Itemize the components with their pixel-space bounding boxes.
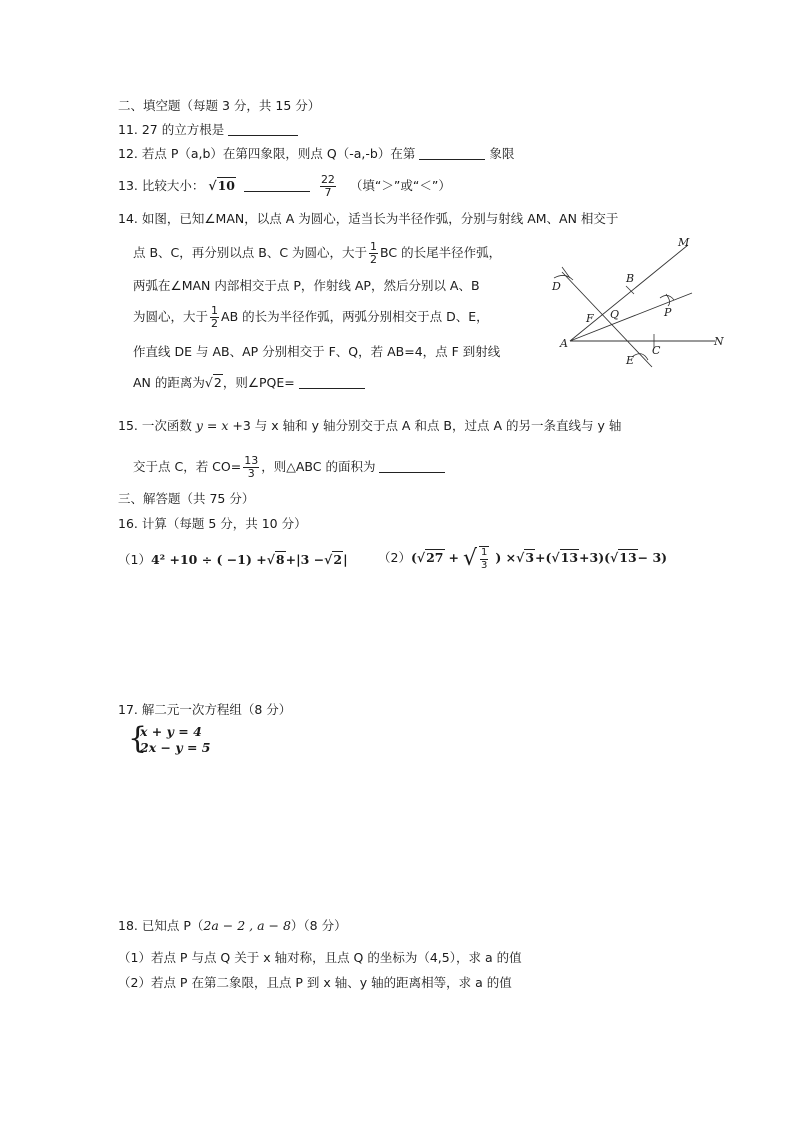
- label-c: C: [652, 344, 661, 357]
- question-12-text: 12. 若点 P（a,b）在第四象限，则点 Q（-a,-b）在第: [118, 146, 416, 161]
- sqrt-8: √8: [266, 552, 285, 567]
- answer-blank-14[interactable]: [299, 376, 365, 389]
- question-14-line-5: 作直线 DE 与 AB、AP 分别相交于 F、Q，若 AB=4，点 F 到射线: [133, 344, 501, 359]
- question-14-line-6: AN 的距离为√2，则∠PQE=: [133, 375, 369, 391]
- sqrt-2: √2: [204, 375, 222, 390]
- question-18-title: 18. 已知点 P（2a − 2 , a − 8）（8 分）: [118, 918, 347, 933]
- label-p: P: [664, 306, 672, 319]
- section-2-heading: 二、填空题（每题 3 分，共 15 分）: [118, 98, 321, 113]
- sqrt-10: √10: [208, 178, 235, 193]
- question-15-line-2: 交于点 C，若 CO= $\frac{13}{3}$ ，则△ABC 的面积为: [133, 452, 449, 482]
- equation-system-brace: {: [128, 721, 148, 756]
- fraction-one-half: $\frac{1}{2}$: [370, 240, 378, 266]
- fraction-22-7: $\frac{22}{7}$: [320, 173, 335, 199]
- question-11-text: 11. 27 的立方根是: [118, 122, 225, 137]
- fraction-one-half-2: $\frac{1}{2}$: [211, 304, 219, 330]
- sqrt-3: √3: [516, 550, 535, 565]
- equation-y-eq-x: y = x: [195, 418, 229, 433]
- label-e: E: [626, 354, 635, 367]
- answer-blank-13[interactable]: [244, 179, 310, 192]
- question-12: [118, 146, 514, 162]
- question-17-title: 17. 解二元一次方程组（8 分）: [118, 702, 292, 717]
- question-18-part-1: （1）若点 P 与点 Q 关于 x 轴对称，且点 Q 的坐标为（4,5），求 a 的值: [118, 950, 522, 965]
- equation-2: 2x − y = 5: [140, 740, 211, 755]
- answer-blank-12[interactable]: [419, 147, 485, 160]
- question-13: [118, 174, 451, 199]
- label-b: B: [626, 272, 635, 285]
- line-de: [562, 272, 652, 367]
- equation-1: x + y = 4: [140, 724, 202, 739]
- sqrt-one-third: √ $\frac{1}{3}$: [462, 545, 488, 571]
- question-16-part-2: （2）(√27 + √ $\frac{1}{3}$ ) ×√3+(√13+3)(√13− 3): [378, 540, 667, 577]
- label-m: M: [678, 236, 690, 249]
- point-p-coordinates: 2a − 2 , a − 8: [203, 918, 291, 933]
- answer-blank-15[interactable]: [379, 460, 445, 473]
- sqrt-13-a: √13: [551, 550, 579, 565]
- sqrt-13-b: √13: [610, 550, 637, 565]
- label-f: F: [586, 312, 594, 325]
- label-n: N: [714, 335, 724, 348]
- question-18-part-2: （2）若点 P 在第二象限，且点 P 到 x 轴、y 轴的距离相等，求 a 的值: [118, 975, 512, 990]
- question-14-line-1: 14. 如图，已知∠MAN，以点 A 为圆心，适当长为半径作弧，分别与射线 AM、AN 相交于: [118, 211, 619, 226]
- question-16-part-1: （1）4² +10 ÷ ( −1) +√8+|3 −√2|: [118, 548, 348, 572]
- question-14-line-4: 为圆心，大于 $\frac{1}{2}$ AB 的长为半径作弧，两弧分别相交于点 D、E，: [133, 304, 489, 330]
- label-q: Q: [610, 308, 620, 321]
- question-15-line-1: 15. 一次函数 y = x +3 与 x 轴和 y 轴分别交于点 A 和点 B，过点 A 的另一条直线与 y 轴: [118, 418, 622, 433]
- sqrt-27: √27: [416, 550, 444, 565]
- question-12-tail: 象限: [489, 146, 515, 161]
- angle-construction-figure: [540, 232, 740, 372]
- question-14-line-2: 点 B、C，再分别以点 B、C 为圆心，大于 $\frac{1}{2}$ BC 的长尾半径作弧，: [133, 240, 502, 266]
- answer-blank-11[interactable]: [228, 123, 298, 136]
- question-11: [118, 122, 302, 138]
- question-14-line-3: 两弧在∠MAN 内部相交于点 P，作射线 AP，然后分别以 A、B: [133, 278, 480, 293]
- sqrt-2-b: √2: [324, 552, 343, 567]
- label-a: A: [560, 337, 568, 350]
- question-13-hint: （填“＞”或“＜”）: [349, 178, 451, 193]
- fraction-13-3: $\frac{13}{3}$: [244, 454, 259, 480]
- question-16-title: 16. 计算（每题 5 分，共 10 分）: [118, 516, 307, 531]
- question-13-prefix: 13. 比较大小：: [118, 178, 205, 193]
- ray-am: [570, 245, 688, 341]
- section-3-heading: 三、解答题（共 75 分）: [118, 491, 255, 506]
- label-d: D: [552, 280, 561, 293]
